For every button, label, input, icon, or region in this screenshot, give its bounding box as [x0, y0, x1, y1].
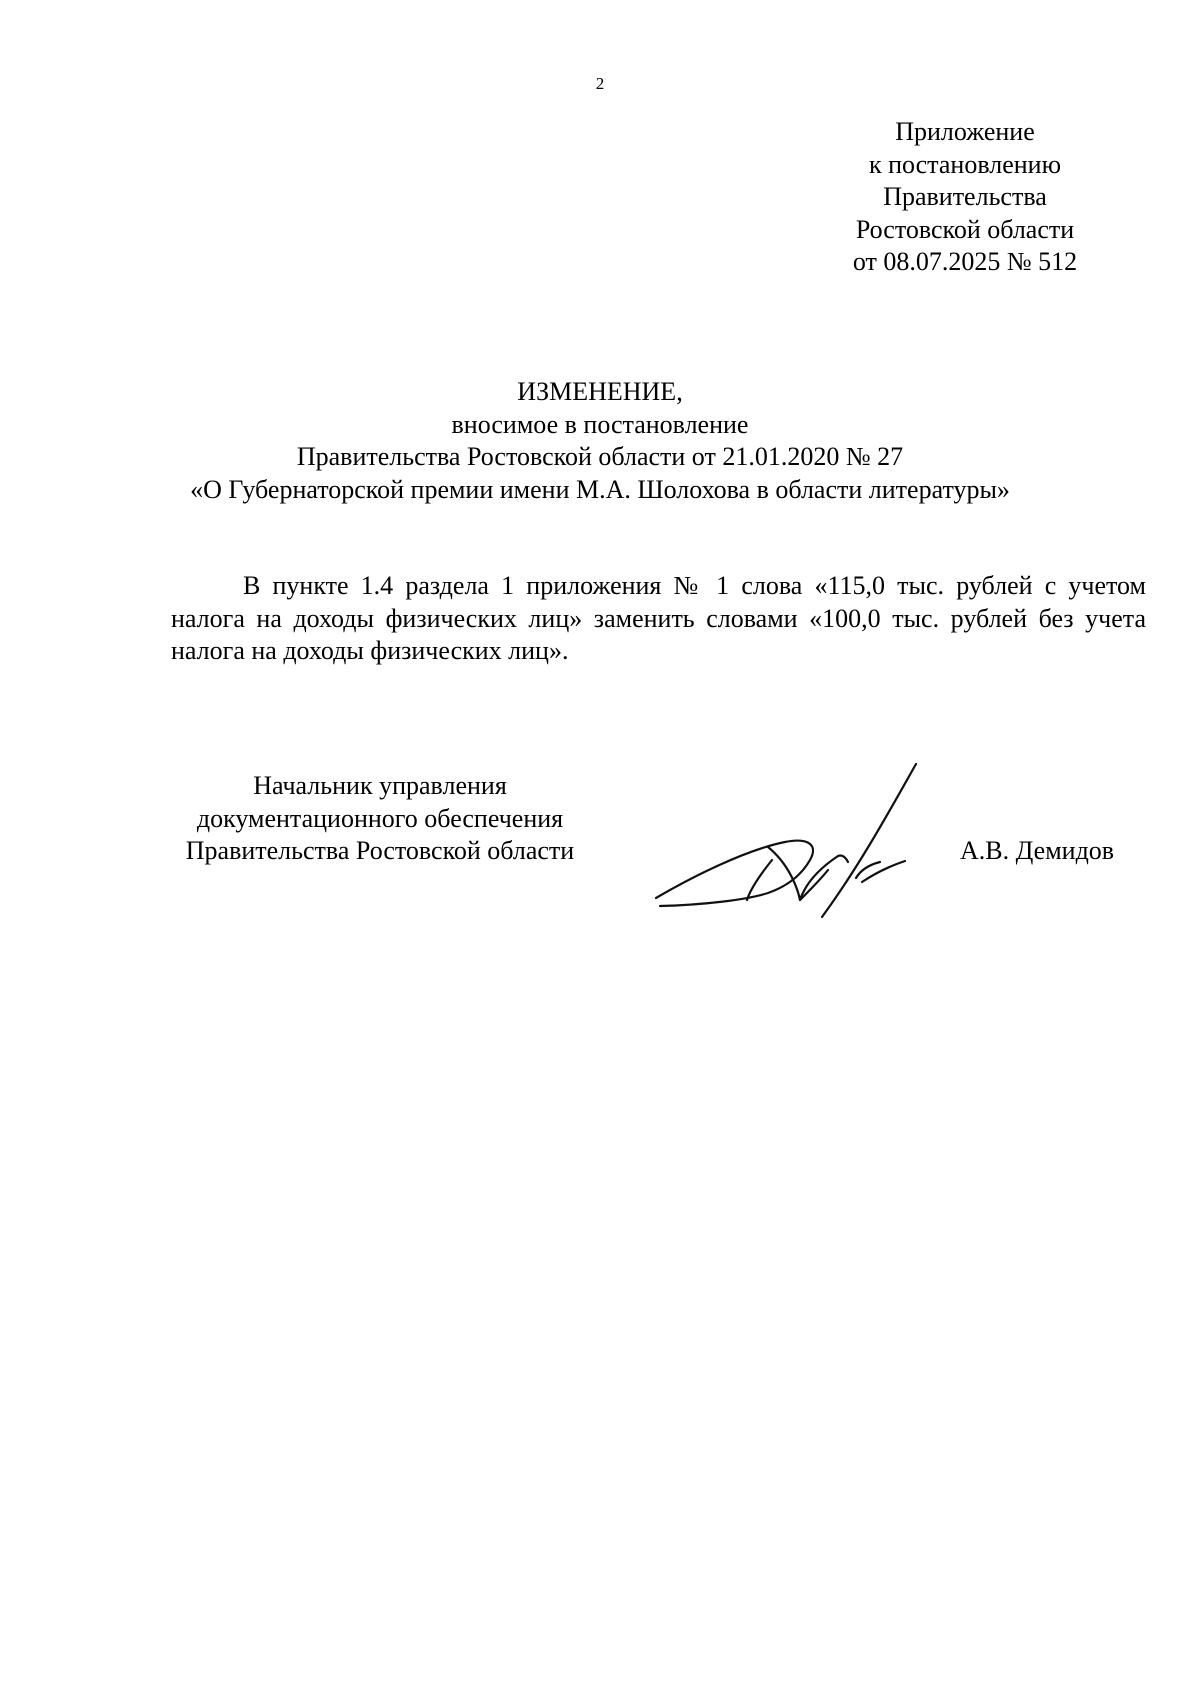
title-line: «О Губернаторской премии имени М.А. Шолохова в области литературы»	[190, 474, 1010, 504]
appendix-line: Приложение	[895, 117, 1035, 146]
appendix-line: от 08.07.2025 № 512	[852, 247, 1078, 276]
appendix-line: Ростовской области	[855, 214, 1075, 244]
appendix-line: к постановлению	[868, 149, 1062, 179]
amendment-paragraph: В пункте 1.4 раздела 1 приложения № 1 слова «115,0 тыс. рублей с учетом налога на доходы физических лиц» заменить словами «100,0 тыс. рублей без учета налога на доходы физических лиц».	[171, 571, 1146, 665]
page-number: 2	[595, 74, 605, 93]
title-line: Правительства Ростовской области от 21.01.2020 № 27	[296, 442, 904, 471]
appendix-header	[810, 116, 1120, 279]
position-line: документационного обеспечения	[196, 803, 564, 833]
document-title	[0, 376, 1200, 506]
position-line: Правительства Ростовской области	[185, 836, 575, 865]
position-line: Начальник управления	[253, 771, 507, 800]
signer-name: А.В. Демидов	[960, 836, 1115, 865]
title-heading: ИЗМЕНЕНИЕ,	[517, 377, 683, 406]
title-line: вносимое в постановление	[451, 409, 749, 439]
handwritten-signature	[650, 750, 950, 920]
appendix-line: Правительства	[883, 182, 1047, 211]
signer-position	[150, 770, 610, 868]
